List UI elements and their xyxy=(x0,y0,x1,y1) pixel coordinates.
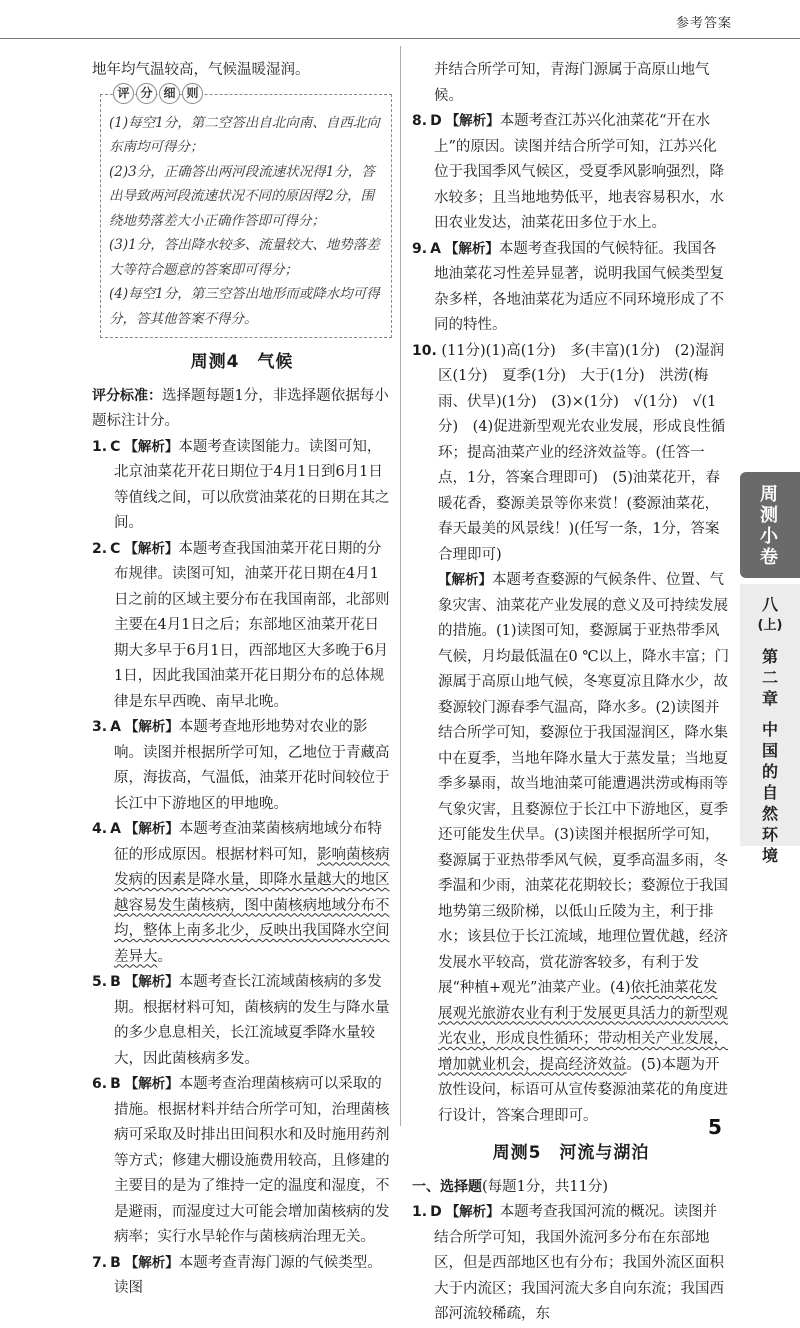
series-label xyxy=(754,484,784,568)
tab-char: 二 xyxy=(761,668,778,687)
question-number: 1. xyxy=(92,438,108,455)
analysis-text: 。(5)本题为开放性设问，标语可从宣传婺源油菜花的角度进行设计，答案合理即可。 xyxy=(438,1056,728,1124)
right-column xyxy=(412,58,730,1328)
scoring-rules-title xyxy=(113,83,203,104)
continued-text: 地年均气温较高，气候温暖湿润。 xyxy=(92,62,310,78)
analysis-tag: 【解析】 xyxy=(124,719,179,735)
side-tab-chapter xyxy=(740,584,800,865)
analysis-text: 本题考查油菜菌核病地域分布特征的形成原因。根据材料可知， xyxy=(114,821,382,863)
section-title-week4: 周测4 气候 xyxy=(190,352,294,372)
left-column xyxy=(92,58,392,1302)
header-title: 参考答案 xyxy=(675,16,732,31)
question-number: 2. xyxy=(92,540,108,557)
answer-item xyxy=(92,970,392,1072)
analysis-tag: 【解析】 xyxy=(445,113,500,129)
answer-letter: D xyxy=(430,113,442,129)
analysis-block xyxy=(412,568,730,1129)
tab-char: 自 xyxy=(761,783,778,802)
part-title: 一、选择题 xyxy=(412,1178,482,1195)
question-number: 10. xyxy=(412,342,437,359)
answer-letter: A xyxy=(110,719,121,735)
chapter-topic xyxy=(756,719,784,866)
grade-label xyxy=(756,594,784,636)
tab-char: 测 xyxy=(760,505,778,526)
answer-item xyxy=(412,237,730,339)
answer-letter: C xyxy=(110,540,121,557)
question-number: 9. xyxy=(412,240,428,257)
tab-char: 然 xyxy=(761,804,778,823)
answer-letter: B xyxy=(110,974,121,990)
answer-letter: B xyxy=(110,1254,121,1271)
continued-text: 并结合所学可知，青海门源属于高原山地气候。 xyxy=(434,62,710,104)
analysis-tag: 【解析】 xyxy=(444,240,499,257)
chapter-label xyxy=(756,594,784,866)
question-number: 1. xyxy=(412,1204,428,1220)
title-char: 则 xyxy=(182,83,203,104)
tab-char: 第 xyxy=(761,647,778,666)
analysis-text: 本题考查青海门源的气候类型。读图 xyxy=(114,1254,382,1296)
answer-text: (11分)(1)高(1分) 多(丰富)(1分) (2)湿润区(1分) 夏季(1分) 大于(1分) 洪涝(梅雨、伏旱)(1分) (3)×(1分) √(1分) √(1分) (4)促进新型观光农业发展，形成良性循环；提高油菜产业的经济效益等。(任答一点，1分，答案合理即可) (5)油菜花开，春暖花香，婺源美景等你来赏！(婺源油菜花，春天最美的风景线！)(任写一条，1分，答案合理即可) xyxy=(438,342,726,563)
tab-char: 中 xyxy=(761,720,778,739)
rule-item: (1)每空1分，第二空答出自北向南、自西北向东南均可得分； xyxy=(109,114,380,155)
header-rule xyxy=(0,38,800,39)
answer-letter: D xyxy=(430,1204,442,1220)
answer-letter: A xyxy=(110,821,121,837)
title-char: 评 xyxy=(113,83,134,104)
rule-item: (2)3分，正确答出两河段流速状况得1分，答出导致两河段流速状况不同的原因得2分，围绕地势落差大小正确作答即可得分； xyxy=(109,163,375,229)
question-number: 6. xyxy=(92,1076,108,1092)
analysis-tag: 【解析】 xyxy=(124,438,179,455)
tab-char: 周 xyxy=(760,484,778,505)
answer-item xyxy=(412,109,730,237)
answer-item xyxy=(412,1200,730,1328)
tab-char: (上) xyxy=(757,618,783,633)
tab-char: 境 xyxy=(761,846,778,865)
criteria-label: 评分标准： xyxy=(92,387,162,404)
analysis-text: 本题考查我国的气候特征。我国各地油菜花习性差异显著，说明我国气候类型复杂多样，各地油菜花为适应不同环境形成了不同的特性。 xyxy=(434,240,724,333)
analysis-text: 本题考查地形地势对农业的影响。读图并根据所学可知，乙地位于青藏高原，海拔高，气温低，油菜开花时间较位于长江中下游地区的甲地晚。 xyxy=(114,719,390,812)
analysis-text: 本题考查我国河流的概况。读图并结合所学可知，我国外流河多分布在东部地区，但是西部地区也有分布；我国外流区面积大于内流区；我国河流大多自向东流；我国西部河流较稀疏，东 xyxy=(434,1204,724,1322)
answer-item xyxy=(92,1251,392,1302)
analysis-text: 。 xyxy=(157,948,172,965)
answer-item xyxy=(92,1072,392,1251)
analysis-text: 本题考查江苏兴化油菜花“开在水上”的原因。读图并结合所学可知，江苏兴化位于我国季风气候区，受夏季风影响强烈，降水较多；且当地地势低平，地表容易积水，水田农业发达，油菜花田多位于水上。 xyxy=(434,113,724,231)
analysis-text: 本题考查治理菌核病可以采取的措施。根据材料并结合所学可知，治理菌核病可采取及时排出田间积水和及时施用药剂等方式；修建大棚设施费用较高，且修建的主要目的是为了维持一定的温度和湿度，不是避雨，而湿度过大可能会增加菌核病的发病率；实行水旱轮作与菌核病治理无关。 xyxy=(114,1076,390,1245)
rule-item: (3)1分，答出降水较多、流量较大、地势落差大等符合题意的答案即可得分； xyxy=(109,237,380,278)
criteria xyxy=(92,384,392,435)
answer-letter: C xyxy=(110,438,121,455)
scoring-rules-box xyxy=(100,85,392,339)
criteria-text: 选择题每题1分，非选择题依据每小题标注计分。 xyxy=(92,387,389,429)
analysis-tag: 【解析】 xyxy=(124,540,179,557)
analysis-text: 本题考查我国油菜开花日期的分布规律。读图可知，油菜开花日期在4月1日之前的区域主要分布在我国南部，北部则主要在4月1日之后；东部地区油菜开花日期大多早于6月1日，西部地区大多晚于6月1日，因此我国油菜开花日期分布的总体规律是东早西晚、南早北晚。 xyxy=(114,540,390,710)
analysis-text: 本题考查读图能力。读图可知，北京油菜花开花日期位于4月1日到6月1日等值线之间，可以欣赏油菜花的日期在其之间。 xyxy=(114,438,390,531)
title-char: 细 xyxy=(159,83,180,104)
rule-item: (4)每空1分，第三空答出地形而或降水均可得分，答其他答案不得分。 xyxy=(109,286,380,327)
answer-letter: B xyxy=(110,1076,121,1092)
analysis-tag: 【解析】 xyxy=(124,974,179,990)
answer-item xyxy=(92,537,392,716)
analysis-text: 本题考查婺源的气候条件、位置、气象灾害、油菜花产业发展的意义及可持续发展的措施。(1)读图可知，婺源属于亚热带季风气候，月均最低温在0 ℃以上，降水丰富；门源属于高原山地气候，冬寒夏凉且降水少，故婺源较门源春季气温高，降水多。(2)读图并结合所学可知，婺源位于我国湿润区，降水集中在夏季，当地年降水量大于蒸发量；当地夏季多暴雨，故当地油菜可能遭遇洪涝或梅雨等气象灾害，且婺源位于长江中下游地区，夏季还可能发生伏旱。(3)读图并根据所学可知，婺源属于亚热带季风气候，夏季高温多雨，冬季温和少雨，油菜花花期较长；婺源位于我国地势第三级阶梯，以低山丘陵为主，利于排水；该县位于长江流域，地理位置优越，经济发展水平较高，赏花游客较多，有利于发展“种植+观光”油菜产业。(4) xyxy=(438,572,730,996)
answer-item xyxy=(92,715,392,817)
question-number: 3. xyxy=(92,719,108,735)
question-number: 5. xyxy=(92,974,108,990)
chapter-number xyxy=(756,646,784,709)
answer-letter: A xyxy=(430,240,441,257)
tab-char: 章 xyxy=(761,689,778,708)
analysis-tag: 【解析】 xyxy=(124,1076,179,1092)
analysis-tag: 【解析】 xyxy=(124,1254,179,1271)
question-number: 7. xyxy=(92,1254,108,1271)
page-number: 5 xyxy=(708,1115,722,1139)
tab-char: 八 xyxy=(761,595,778,614)
title-char: 分 xyxy=(136,83,157,104)
part-heading xyxy=(412,1175,730,1201)
analysis-tag: 【解析】 xyxy=(445,1204,500,1220)
section-title-week5: 周测5 河流与湖泊 xyxy=(492,1143,650,1163)
side-tab-series xyxy=(740,472,800,578)
question-number: 8. xyxy=(412,113,428,129)
tab-char: 的 xyxy=(761,762,778,781)
answer-item xyxy=(92,817,392,970)
analysis-tag: 【解析】 xyxy=(124,821,179,837)
column-divider xyxy=(400,46,401,1126)
key-point-underlined: 影响菌核病发病的因素是降水量，即降水量越大的地区越容易发生菌核病，图中菌核病地域分布不均，整体上南多北少，反映出我国降水空间差异大 xyxy=(114,846,390,965)
tab-char: 国 xyxy=(761,741,778,760)
answer-item xyxy=(412,339,730,569)
question-number: 4. xyxy=(92,821,108,837)
tab-char: 环 xyxy=(761,825,778,844)
answer-item xyxy=(92,435,392,537)
tab-char: 小 xyxy=(760,526,778,547)
part-note: (每题1分，共11分) xyxy=(482,1178,608,1195)
key-point-underlined: 依托油菜花发展观光旅游农业有利于发展更具活力的新型观光农业，形成良性循环；带动相关产业发展，增加就业机会，提高经济效益 xyxy=(438,980,728,1073)
analysis-tag: 【解析】 xyxy=(438,572,492,588)
tab-char: 卷 xyxy=(760,547,778,568)
analysis-text: 本题考查长江流域菌核病的多发期。根据材料可知，菌核病的发生与降水量的多少息息相关，长江流域夏季降水量较大，因此菌核病多发。 xyxy=(114,974,390,1067)
